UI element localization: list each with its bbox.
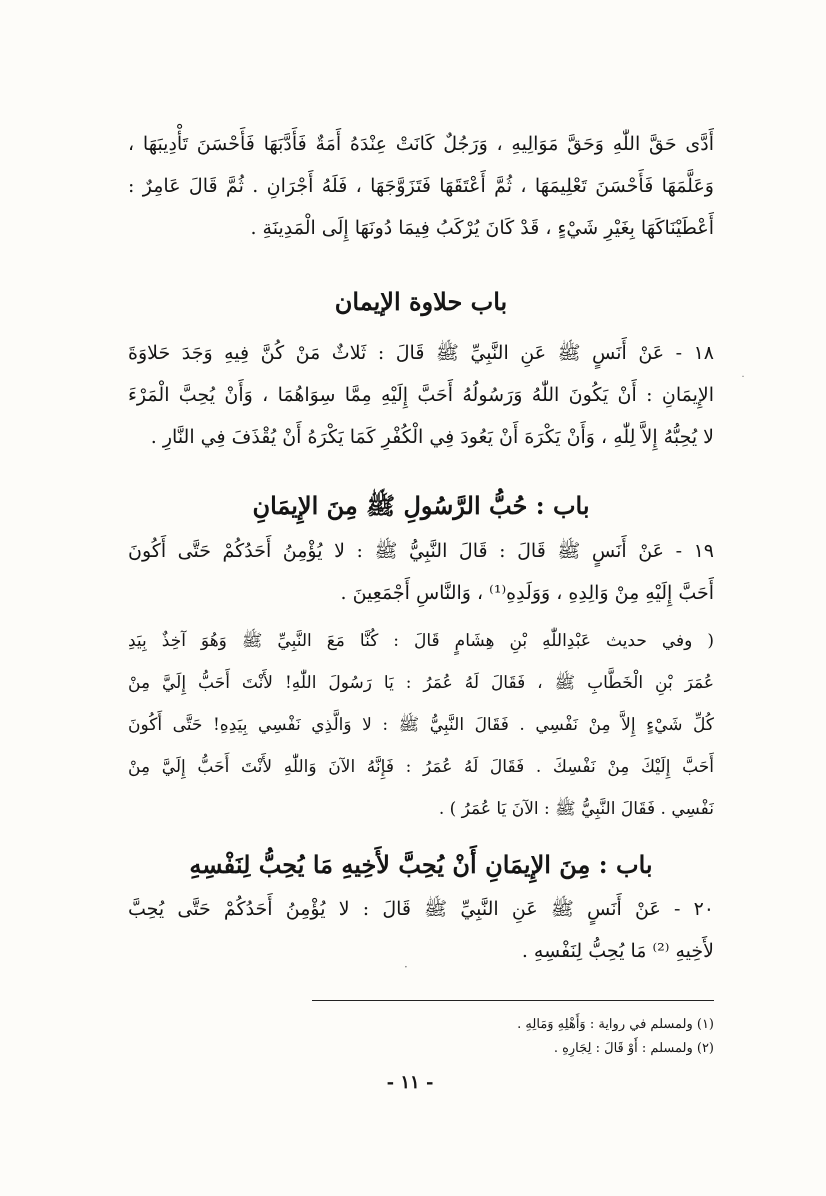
text-line: أَحَبَّ إِلَيْهِ مِنْ وَالِدِهِ ، وَوَلَدِهِ⁽¹⁾ ، وَالنَّاسِ أَجْمَعِينَ . xyxy=(340,582,714,604)
text-line: أَدَّى حَقَّ اللّٰهِ وَحَقَّ مَوَالِيهِ ، وَرَجُلٌ كَانَتْ عِنْدَهُ أَمَةٌ فَأَدَّبَهَا فَأَحْسَنَ تَأْدِيبَهَا ، xyxy=(128,133,714,155)
text-line: أَعْطَيْنَاكَهَا بِغَيْرِ شَيْءٍ ، قَدْ كَانَ يُرْكَبُ فِيمَا دُونَهَا إِلَى الْمَدِينَةِ . xyxy=(250,217,714,239)
hadith-18 xyxy=(128,332,714,458)
text-line: نَفْسِي . فَقَالَ النَّبِيُّ ﷺ : الآنَ يَا عُمَرُ ) . xyxy=(438,799,714,819)
hadith-19-quote xyxy=(128,620,714,830)
scan-speck: ˙ xyxy=(740,374,746,388)
text-line: لا يُحِبُّهُ إِلاَّ لِلّٰهِ ، وَأَنْ يَكْرَهَ أَنْ يَعُودَ فِي الْكُفْرِ كَمَا يَكْرَهُ أَنْ يُقْذَفَ فِي النَّارِ . xyxy=(150,426,714,448)
text-line: كُلِّ شَيْءٍ إِلاَّ مِنْ نَفْسِي . فَقَالَ النَّبِيُّ ﷺ : لا وَالَّذِي نَفْسِي بِيَدِهِ! حَتَّى أَكُونَ xyxy=(128,715,714,735)
text-line: لأَخِيهِ ⁽²⁾ مَا يُحِبُّ لِنَفْسِهِ . xyxy=(521,940,714,962)
section-heading: باب : مِنَ الإِيمَانِ أَنْ يُحِبَّ لأَخِيهِ مَا يُحِبُّ لِنَفْسِهِ xyxy=(189,850,653,879)
page-number: - ١١ - xyxy=(386,1072,434,1093)
intro-paragraph xyxy=(128,123,714,249)
text-line: أَحَبَّ إِلَيْكَ مِنْ نَفْسِكَ . فَقَالَ لَهُ عُمَرُ : فَإِنَّهُ الآنَ وَاللّٰهِ لأَنْتَ أَحَبُّ إِلَيَّ مِنْ xyxy=(128,757,714,777)
text-line: عُمَرَ بْنِ الْخَطَّابِ ﷺ ، فَقَالَ لَهُ عُمَرُ : يَا رَسُولَ اللّٰهِ! لأَنْتَ أَحَبُّ إِلَيَّ مِنْ xyxy=(128,673,714,693)
footnote: (١) ولمسلم في رواية : وَأَهْلِهِ وَمَالِهِ . xyxy=(517,1017,714,1032)
text-line: ١٩ - عَنْ أَنَسٍ ﷺ قَالَ : قَالَ النَّبِيُّ ﷺ : لا يُؤْمِنُ أَحَدُكُمْ حَتَّى أَكُونَ xyxy=(128,540,714,562)
footnote-divider xyxy=(312,1000,714,1001)
text-line: وَعَلَّمَهَا فَأَحْسَنَ تَعْلِيمَهَا ، ثُمَّ أَعْتَقَهَا فَتَزَوَّجَهَا ، فَلَهُ أَجْرَانِ . ثُمَّ قَالَ عَامِرٌ : xyxy=(128,175,714,197)
section-heading: باب : حُبُّ الرَّسُولِ ﷺ مِنَ الإِيمَانِ xyxy=(252,491,590,520)
footnote: (٢) ولمسلم : أَوْ قَالَ : لِجَارِهِ . xyxy=(553,1041,714,1056)
text-line: ١٨ - عَنْ أَنَسٍ ﷺ عَنِ النَّبِيِّ ﷺ قَالَ : ثَلاثٌ مَنْ كُنَّ فِيهِ وَجَدَ حَلاوَةَ xyxy=(128,342,714,364)
text-line: ( وفي حديث عَبْدِاللّٰهِ بْنِ هِشَامٍ قَالَ : كُنَّا مَعَ النَّبِيِّ ﷺ وَهُوَ آخِذٌ بِيَدِ xyxy=(128,631,714,651)
section-heading: باب حلاوة الإيمان xyxy=(334,287,508,316)
text-line: ٢٠ - عَنْ أَنَسٍ ﷺ عَنِ النَّبِيِّ ﷺ قَالَ : لا يُؤْمِنُ أَحَدُكُمْ حَتَّى يُحِبَّ xyxy=(128,898,714,920)
text-line: الإِيمَانِ : أَنْ يَكُونَ اللّٰهُ وَرَسُولُهُ أَحَبَّ إِلَيْهِ مِمَّا سِوَاهُمَا ، وَأَنْ يُحِبَّ الْمَرْءَ xyxy=(128,384,714,406)
scan-speck: · xyxy=(404,960,408,974)
hadith-19 xyxy=(128,530,714,614)
hadith-20 xyxy=(128,888,714,972)
